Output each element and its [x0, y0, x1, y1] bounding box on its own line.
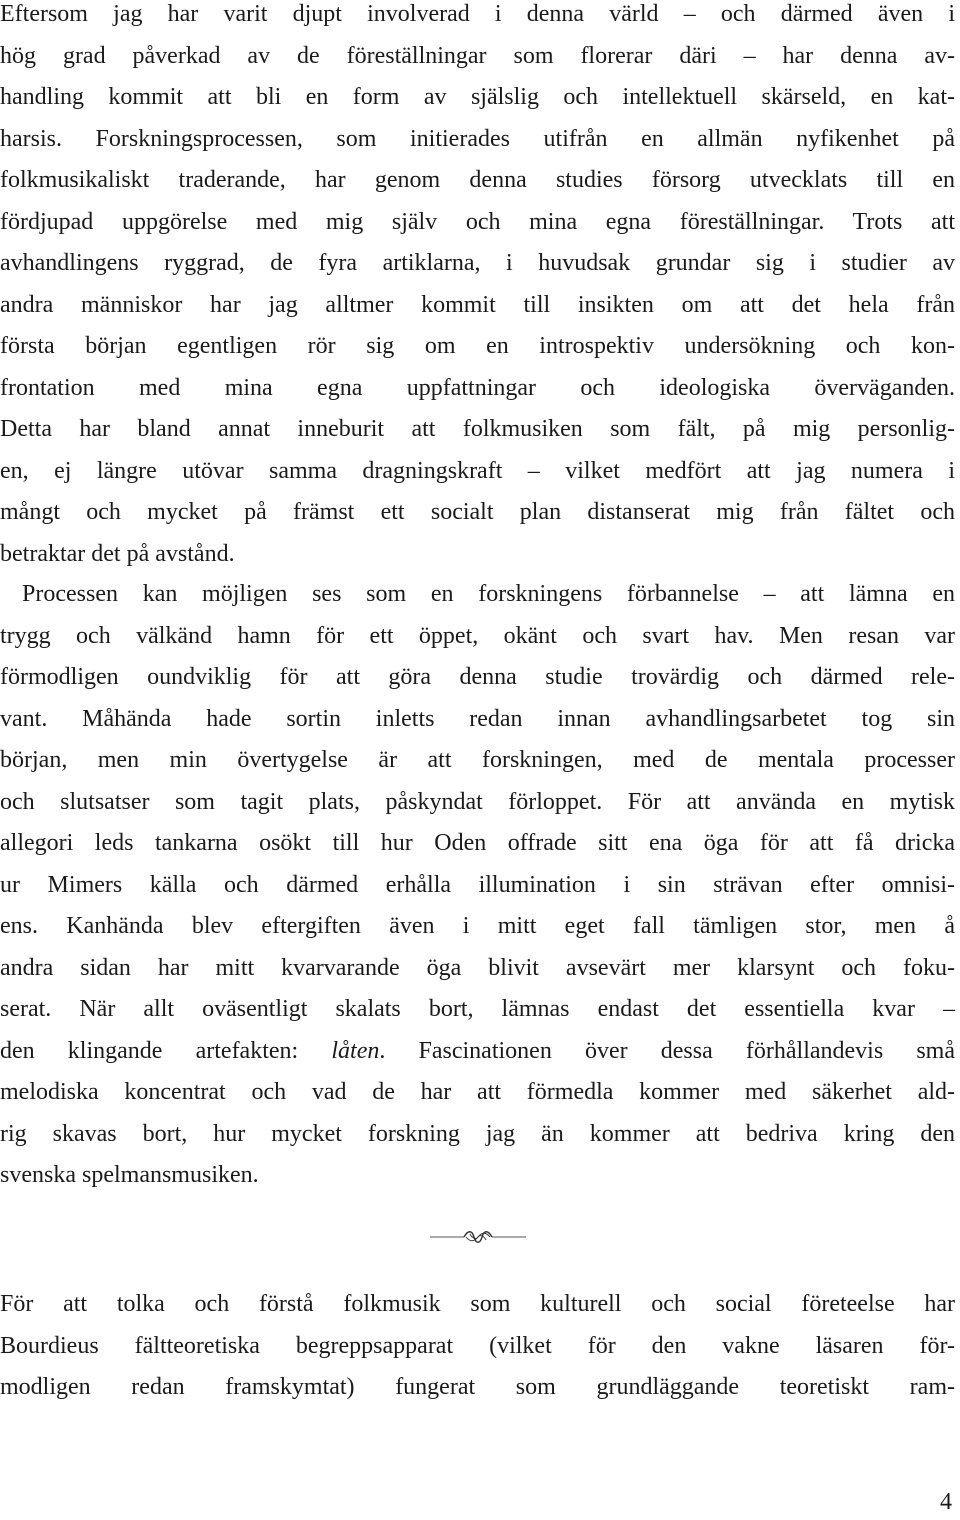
text-line: serat. När allt oväsentligt skalats bort, lämnas endast det essentiella kvar –: [0, 996, 955, 1022]
text-line: andra sidan har mitt kvarvarande öga blivit avsevärt mer klarsynt och foku-: [0, 954, 955, 981]
text-line: handling kommit att bli en form av själslig och intellektuell skärseld, en kat-: [0, 84, 955, 110]
text-line: frontation med mina egna uppfattningar och ideologiska överväganden.: [0, 374, 955, 401]
text-line: andra människor har jag alltmer kommit till insikten om att det hela från: [0, 291, 955, 318]
text-line: en, ej längre utövar samma dragningskraft – vilket medfört att jag numera i: [0, 457, 955, 484]
text-line: svenska spelmansmusiken.: [0, 1162, 259, 1188]
paragraph-3: [0, 1284, 955, 1409]
paragraph-1: [0, 0, 955, 575]
text-line: allegori leds tankarna osökt till hur Oden offrade sitt ena öga för att få dricka: [0, 830, 955, 856]
text-line: Processen kan möjligen ses som en forskningens förbannelse – att lämna en: [22, 581, 955, 607]
text-line: avhandlingens ryggrad, de fyra artiklarna, i huvudsak grundar sig i studier av: [0, 250, 955, 276]
text-line: mångt och mycket på främst ett socialt plan distanserat mig från fältet och: [0, 499, 955, 525]
text-segment: den klingande artefakten:: [0, 1037, 332, 1064]
text-line: början, men min övertygelse är att forskningen, med de mentala processer: [0, 747, 955, 773]
paragraph-2: [0, 574, 955, 1197]
text-line: Detta har bland annat inneburit att folkmusiken som fält, på mig personlig-: [0, 416, 955, 442]
text-line: betraktar det på avstånd.: [0, 540, 235, 567]
text-line: hög grad påverkad av de föreställningar som florerar däri – har denna av-: [0, 42, 955, 69]
text-line: vant. Måhända hade sortin inletts redan innan avhandlingsarbetet tog sin: [0, 705, 955, 732]
section-ornament-icon: [430, 1226, 526, 1248]
page-number: 4: [940, 1489, 952, 1515]
text-line: Bourdieus fältteoretiska begreppsapparat (vilket för den vakne läsaren för-: [0, 1332, 955, 1359]
text-line: fördjupad uppgörelse med mig själv och mina egna föreställningar. Trots att: [0, 208, 955, 235]
text-line: ens. Kanhända blev eftergiften även i mitt eget fall tämligen stor, men å: [0, 913, 955, 939]
text-line: modligen redan framskymtat) fungerat som grundläggande teoretiskt ram-: [0, 1374, 955, 1400]
text-line: och slutsatser som tagit plats, påskyndat förloppet. För att använda en mytisk: [0, 788, 955, 815]
text-line-with-emphasis: [0, 1031, 955, 1073]
text-line: folkmusikaliskt traderande, har genom denna studies försorg utvecklats till en: [0, 167, 955, 193]
text-line: första början egentligen rör sig om en introspektiv undersökning och kon-: [0, 333, 955, 359]
text-segment: . Fascinationen över dessa förhållandevis små: [379, 1037, 956, 1064]
text-line: melodiska koncentrat och vad de har att förmedla kommer med säkerhet ald-: [0, 1079, 955, 1105]
text-line: förmodligen oundviklig för att göra denna studie trovärdig och därmed rele-: [0, 664, 955, 690]
text-line: trygg och välkänd hamn för ett öppet, okänt och svart hav. Men resan var: [0, 622, 955, 649]
emphasized-word: låten: [331, 1037, 380, 1064]
text-line: rig skavas bort, hur mycket forskning jag än kommer att bedriva kring den: [0, 1120, 955, 1147]
text-line: Eftersom jag har varit djupt involverad i denna värld – och därmed även i: [0, 1, 955, 27]
text-line: harsis. Forskningsprocessen, som initierades utifrån en allmän nyfikenhet på: [0, 125, 955, 152]
text-line: ur Mimers källa och därmed erhålla illumination i sin strävan efter omnisi-: [0, 871, 955, 898]
text-line: För att tolka och förstå folkmusik som kulturell och social företeelse har: [0, 1291, 955, 1317]
